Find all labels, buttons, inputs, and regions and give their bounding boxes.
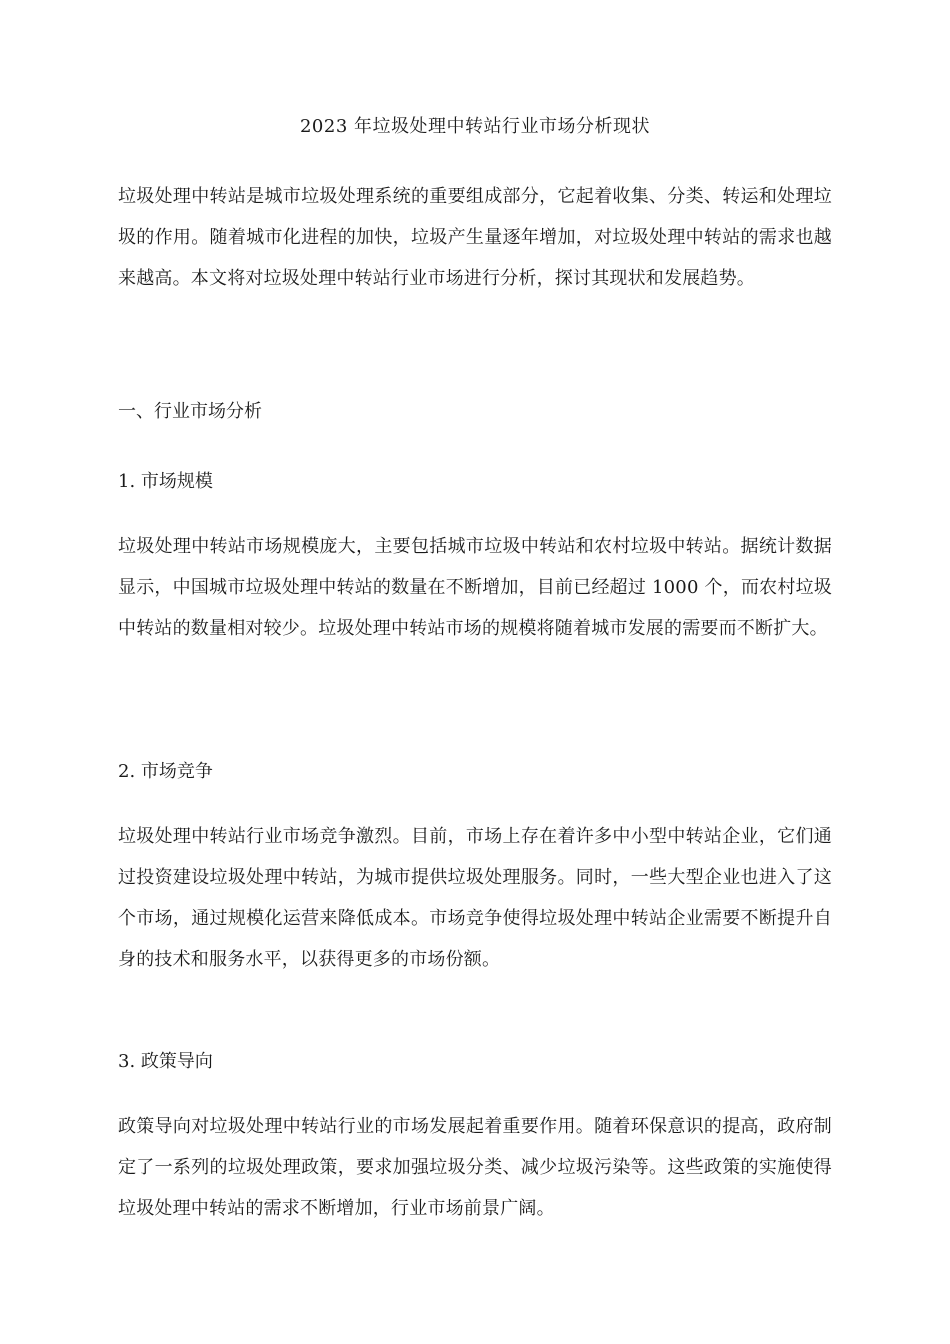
paragraph-market-scale: 垃圾处理中转站市场规模庞大，主要包括城市垃圾中转站和农村垃圾中转站。据统计数据显示，中国城市垃圾处理中转站的数量在不断增加，目前已经超过 1000 个，而农村垃圾中转站的数量相对较少。垃圾处理中转站市场的规模将随着城市发展的需要而不断扩大。 [118, 536, 832, 639]
subheading-market-competition: 2. 市场竞争 [118, 761, 213, 782]
section-heading-market-analysis: 一、行业市场分析 [118, 401, 262, 422]
paragraph-market-competition: 垃圾处理中转站行业市场竞争激烈。目前，市场上存在着许多中小型中转站企业，它们通过投资建设垃圾处理中转站，为城市提供垃圾处理服务。同时，一些大型企业也进入了这个市场，通过规模化运营来降低成本。市场竞争使得垃圾处理中转站企业需要不断提升自身的技术和服务水平，以获得更多的市场份额。 [118, 826, 832, 970]
intro-paragraph: 垃圾处理中转站是城市垃圾处理系统的重要组成部分，它起着收集、分类、转运和处理垃圾的作用。随着城市化进程的加快，垃圾产生量逐年增加，对垃圾处理中转站的需求也越来越高。本文将对垃圾处理中转站行业市场进行分析，探讨其现状和发展趋势。 [118, 186, 832, 289]
subheading-market-scale: 1. 市场规模 [118, 471, 213, 492]
paragraph-policy-guidance: 政策导向对垃圾处理中转站行业的市场发展起着重要作用。随着环保意识的提高，政府制定了一系列的垃圾处理政策，要求加强垃圾分类、减少垃圾污染等。这些政策的实施使得垃圾处理中转站的需求不断增加，行业市场前景广阔。 [118, 1116, 832, 1219]
subheading-policy-guidance: 3. 政策导向 [118, 1051, 213, 1072]
document-title: 2023 年垃圾处理中转站行业市场分析现状 [299, 116, 651, 137]
